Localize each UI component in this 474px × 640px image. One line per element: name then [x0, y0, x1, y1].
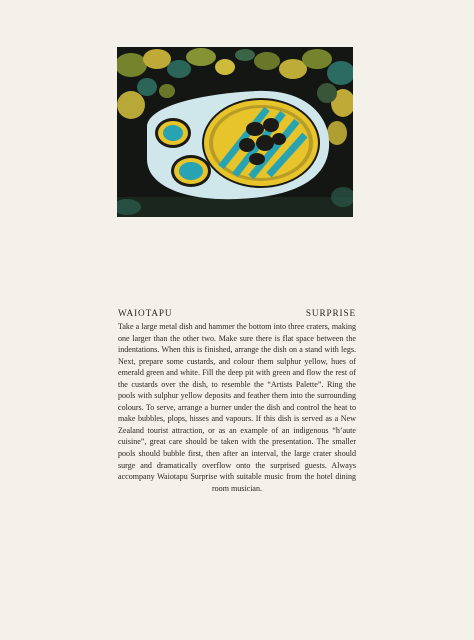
recipe-text-block — [118, 307, 356, 494]
recipe-title-left: WAIOTAPU — [118, 308, 173, 318]
recipe-title-row — [118, 307, 356, 319]
abstract-dish-print-icon — [117, 47, 353, 217]
waiotapu-artwork — [117, 47, 353, 217]
recipe-title-right: SURPRISE — [305, 308, 356, 318]
recipe-body: Take a large metal dish and hammer the bottom into three craters, making one larger than the other two. Make sure there is flat space between the indentations. When this is finished, arrange the dish on a stand with legs. Next, prepare some custards, and colour them sulphur yellow, hues of emerald green and white. Fill the deep pit with green and flow the rest of the custards over the dish, to resemble the “Artists Palette”. Ring the pools with sulphur yellow deposits and feather them into the surrounding colours. To serve, arrange a burner under the dish and control the heat to make bubbles, plops, hisses and vapours. If this dish is served as a New Zealand tourist attraction, or as an example of an indigenous “h’aute cuisine”, great care should be taken with the presentation. The smaller pools should bubble first, then after an interval, the large crater should surge and dramatically overflow onto the surprised guests. Always accompany Waiotapu Surprise with suitable music from the hotel dining room musician. — [118, 322, 356, 493]
